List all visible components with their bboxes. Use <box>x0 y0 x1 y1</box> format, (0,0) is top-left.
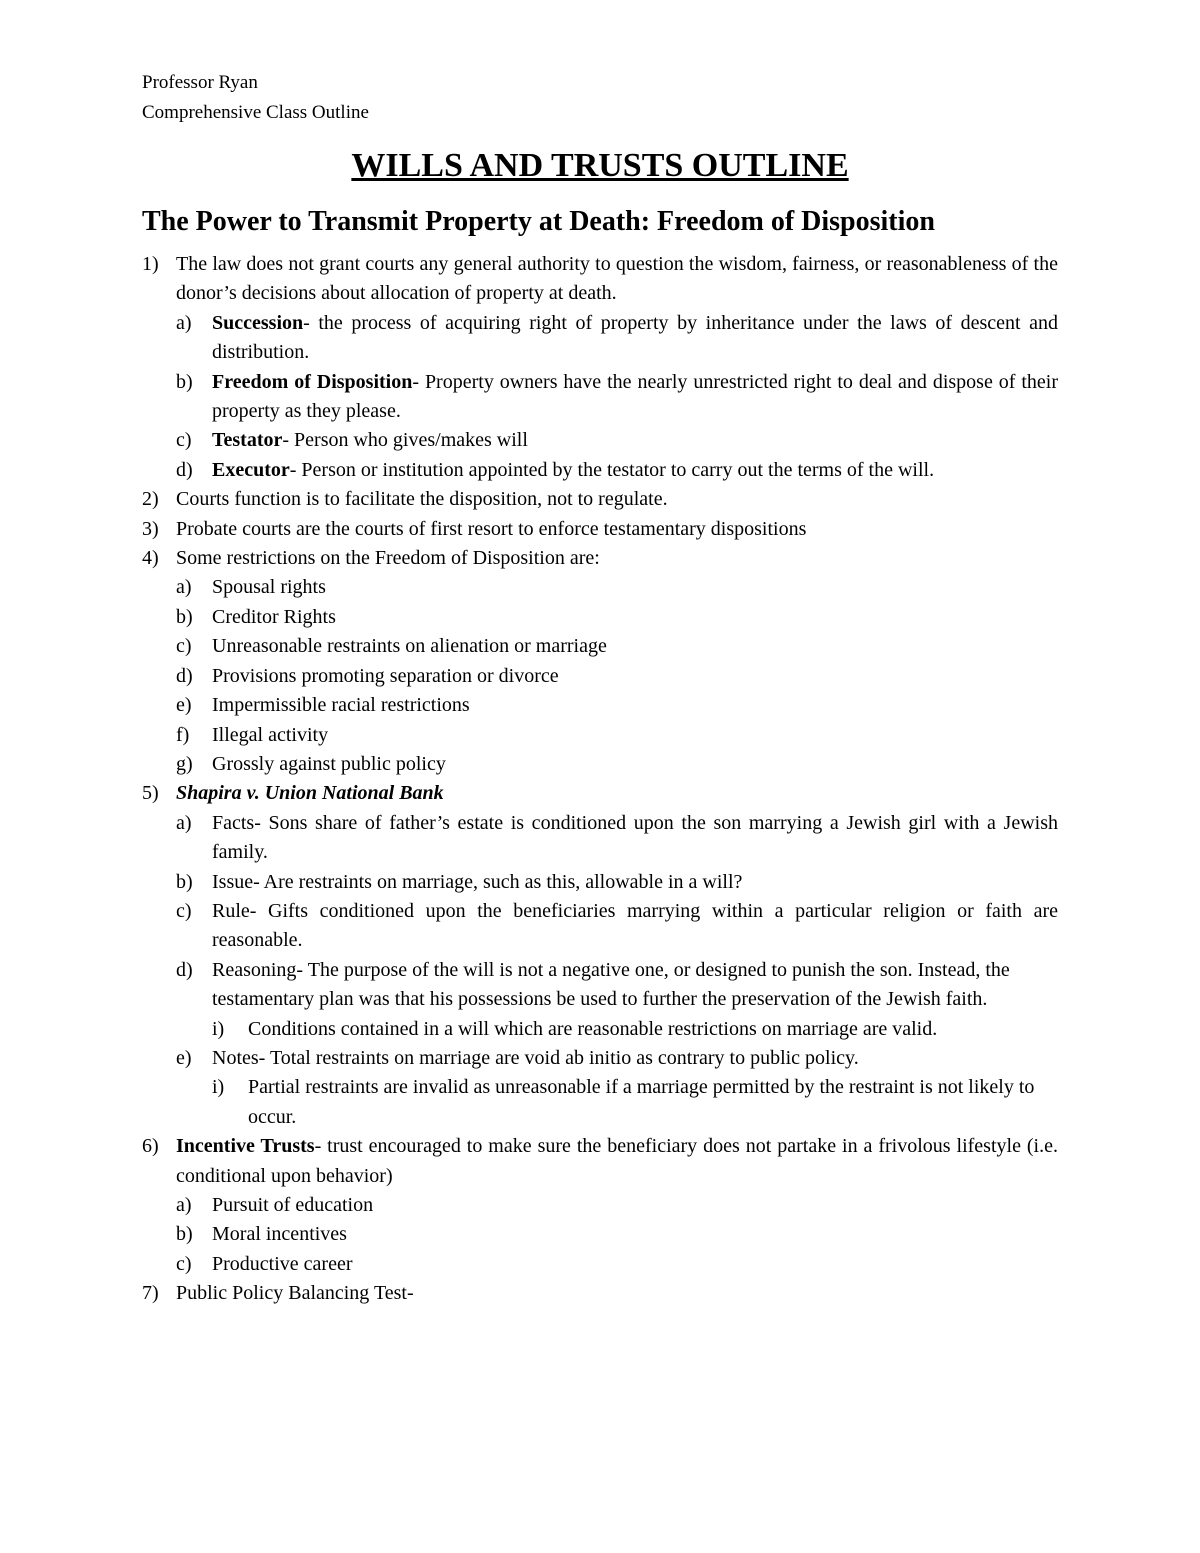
definition-text: - trust encouraged to make sure the beneficiary does not partake in a frivolous lifestyle (i.e. conditional upon behavior) <box>176 1135 1058 1187</box>
item-text: Issue- Are restraints on marriage, such as this, allowable in a will? <box>212 870 743 893</box>
item-text: Productive career <box>212 1252 353 1275</box>
list-item <box>176 956 1058 1044</box>
item-text: Pursuit of education <box>212 1194 374 1216</box>
document-title: WILLS AND TRUSTS OUTLINE <box>351 147 849 184</box>
list-marker: c) <box>176 635 192 658</box>
item-text: Reasoning- The purpose of the will is not a negative one, or designed to punish the son. Instead, the testamentary plan was that his possessions be used to further the preservation of the Jewish faith. <box>212 958 1010 1011</box>
list-item <box>142 1279 1058 1308</box>
list-item <box>176 573 1058 602</box>
item-text: Probate courts are the courts of first resort to enforce testamentary dispositions <box>176 517 807 540</box>
item-text: Facts- Sons share of father’s estate is conditioned upon the son marrying a Jewish girl with a Jewish family. <box>212 811 1058 864</box>
list-item <box>176 1220 1058 1249</box>
list-item <box>176 603 1058 632</box>
list-marker: e) <box>176 694 192 717</box>
item-text: Creditor Rights <box>212 605 336 628</box>
list-item <box>142 544 1058 779</box>
defined-term: Succession <box>212 311 304 334</box>
list-item <box>142 779 1058 1132</box>
list-marker: c) <box>176 429 192 452</box>
item-text: Provisions promoting separation or divorce <box>212 664 559 687</box>
list-marker: 5) <box>142 782 159 805</box>
list-marker: d) <box>176 664 193 687</box>
item-text: Conditions contained in a will which are reasonable restrictions on marriage are valid. <box>248 1017 938 1040</box>
list-marker: b) <box>176 1223 193 1246</box>
definition-text: - Person who gives/makes will <box>282 429 528 452</box>
list-marker: a) <box>176 1194 192 1216</box>
list-item <box>176 897 1058 956</box>
list-item <box>176 368 1058 427</box>
list-item <box>176 868 1058 897</box>
item-text: Rule- Gifts conditioned upon the beneficiaries marrying within a particular religion or faith are reasonable. <box>212 899 1058 952</box>
item-text <box>212 426 1058 455</box>
list-marker: b) <box>176 605 193 628</box>
definition-text: - Person or institution appointed by the testator to carry out the terms of the will. <box>289 458 935 481</box>
list-marker: 7) <box>142 1282 159 1305</box>
list-item <box>176 632 1058 661</box>
defined-term: Executor <box>212 458 290 481</box>
list-marker: 1) <box>142 253 159 275</box>
list-marker: e) <box>176 1046 192 1069</box>
definition-text: - the process of acquiring right of property by inheritance under the laws of descent and distribution. <box>212 311 1058 364</box>
list-marker: b) <box>176 370 193 393</box>
list-item <box>176 1250 1058 1279</box>
list-item <box>142 1132 1058 1279</box>
list-marker: a) <box>176 311 192 334</box>
defined-term: Testator <box>212 429 283 452</box>
list-item <box>176 426 1058 455</box>
list-item <box>142 485 1058 514</box>
item-text: Moral incentives <box>212 1223 347 1246</box>
list-item <box>176 1044 1058 1132</box>
item-text <box>212 309 1058 368</box>
author-line: Professor Ryan <box>142 72 258 93</box>
list-marker: f) <box>176 723 190 746</box>
list-marker: 4) <box>142 547 159 570</box>
list-marker: b) <box>176 870 193 893</box>
outline-subtitle: Comprehensive Class Outline <box>142 102 369 123</box>
list-marker: i) <box>212 1076 225 1099</box>
defined-term: Incentive Trusts <box>176 1135 315 1158</box>
list-marker: a) <box>176 811 192 834</box>
list-item <box>176 750 1058 779</box>
list-item <box>142 515 1058 544</box>
item-text: Courts function is to facilitate the disposition, not to regulate. <box>176 488 668 511</box>
list-marker: c) <box>176 899 192 922</box>
item-text: Partial restraints are invalid as unreasonable if a marriage permitted by the restraint is not likely to occur. <box>248 1076 1035 1128</box>
sub-list <box>176 1191 1058 1279</box>
list-item <box>176 662 1058 691</box>
list-item <box>142 250 1058 485</box>
item-text <box>212 368 1058 427</box>
sub-list <box>176 573 1058 779</box>
item-text: The law does not grant courts any general authority to question the wisdom, fairness, or reasonableness of the donor’s decisions about allocation of property at death. <box>176 253 1058 305</box>
item-text: Spousal rights <box>212 576 326 599</box>
sub-list <box>176 309 1058 485</box>
list-marker: i) <box>212 1017 225 1040</box>
section-heading: The Power to Transmit Property at Death: Freedom of Disposition <box>142 206 935 237</box>
list-item <box>176 456 1058 485</box>
sub-list <box>176 809 1058 1132</box>
item-text: Illegal activity <box>212 723 329 746</box>
list-marker: a) <box>176 576 192 599</box>
item-text: Notes- Total restraints on marriage are void ab initio as contrary to public policy. <box>212 1046 859 1069</box>
list-item <box>212 1015 1058 1044</box>
item-text: Some restrictions on the Freedom of Disposition are: <box>176 547 600 570</box>
case-name: Shapira v. Union National Bank <box>176 782 444 805</box>
defined-term: Freedom of Disposition <box>212 370 413 393</box>
list-marker: 2) <box>142 488 159 511</box>
list-item <box>176 691 1058 720</box>
list-item <box>176 309 1058 368</box>
sub-sub-list <box>212 1073 1058 1132</box>
list-item <box>176 809 1058 868</box>
list-marker: d) <box>176 458 193 481</box>
list-marker: d) <box>176 958 193 981</box>
list-marker: 6) <box>142 1135 159 1158</box>
definition-text: - Property owners have the nearly unrestricted right to deal and dispose of their property as they please. <box>212 370 1058 423</box>
item-text: Unreasonable restraints on alienation or marriage <box>212 635 607 658</box>
list-marker: 3) <box>142 517 159 540</box>
item-text: Public Policy Balancing Test- <box>176 1282 414 1305</box>
sub-sub-list <box>212 1015 1058 1044</box>
item-text <box>212 456 1058 485</box>
outline-list <box>142 250 1058 1309</box>
item-text: Grossly against public policy <box>212 752 446 775</box>
item-text: Impermissible racial restrictions <box>212 694 470 717</box>
item-text <box>176 1132 1058 1191</box>
list-item <box>176 721 1058 750</box>
list-marker: g) <box>176 752 193 775</box>
list-marker: c) <box>176 1252 192 1275</box>
list-item <box>176 1191 1058 1220</box>
list-item <box>212 1073 1058 1132</box>
